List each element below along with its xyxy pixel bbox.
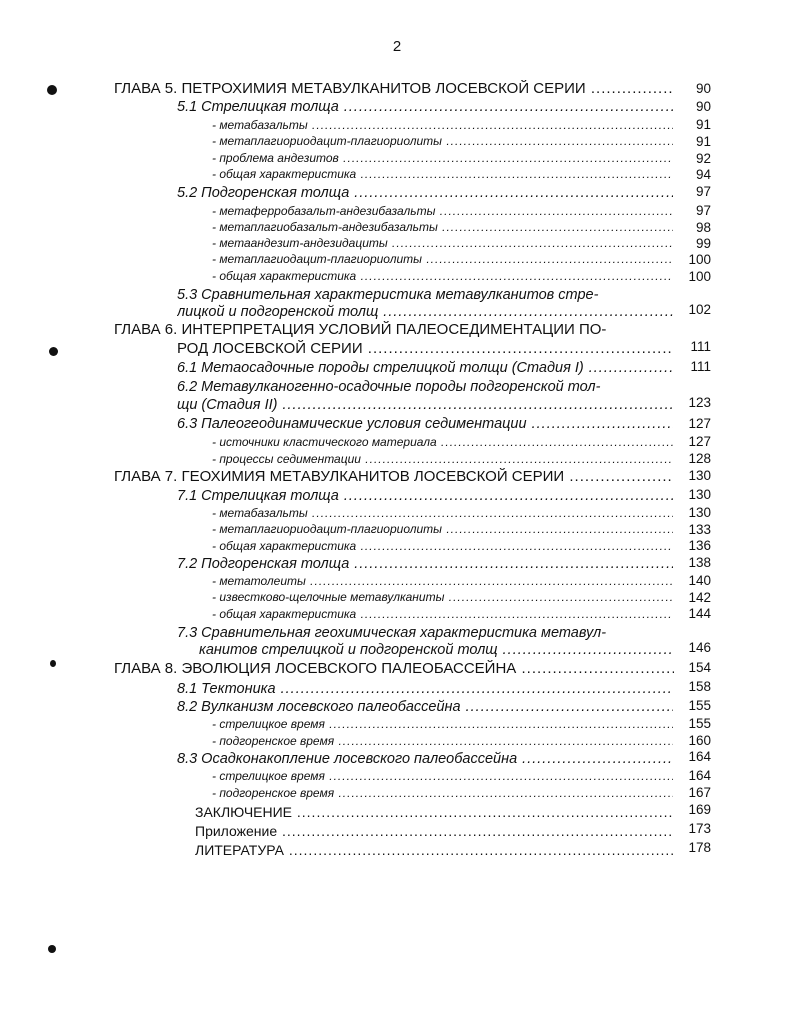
toc-entry-7-1-a[interactable] [212,505,673,521]
toc-entry-title: 8.2 Вулканизм лосевского палеобассейна [177,699,461,715]
toc-page-number: 94 [695,167,711,182]
toc-entry-appendix[interactable] [195,822,673,840]
toc-page-number: 92 [695,151,711,166]
toc-entry-title: - стрелицкое время [212,769,325,783]
toc-entry-5-2[interactable] [177,184,673,202]
toc-entry-title: щи (Стадия II) [177,397,278,413]
toc-entry-title: - подгоренское время [212,734,335,748]
toc-entry-5-1-c[interactable] [212,150,673,166]
punch-hole-mark [50,660,56,667]
toc-page-number: 136 [688,538,711,553]
toc-page-number: 167 [688,785,711,800]
page-number: 2 [392,38,402,55]
toc-page-number: 90 [695,99,711,114]
toc-entry-ch6-line1[interactable] [114,321,674,339]
toc-page-number: 97 [695,203,711,218]
toc-entry-5-2-d[interactable] [212,251,673,267]
toc-entry-title: - метатолеиты [212,574,306,588]
toc-entry-title: - общая характеристика [212,607,357,621]
toc-page-number: 133 [688,522,711,537]
toc-entry-title: 8.3 Осадконакопление лосевского палеобассейна [177,751,518,767]
toc-entry-title: - метаплагиобазальт-андезибазальты [212,220,438,234]
toc-entry-title: - проблема андезитов [212,151,339,165]
toc-entry-title: - известково-щелочные метавулканиты [212,590,445,604]
toc-page-number: 173 [688,821,711,836]
toc-entry-5-3[interactable] [177,303,673,321]
toc-entry-6-2[interactable] [177,396,673,414]
toc-page-number: 144 [688,606,711,621]
toc-entry-title: - подгоренское время [212,786,335,800]
punch-hole-mark [48,945,56,953]
toc-page-number: 98 [695,220,711,235]
toc-entry-8-3-b[interactable] [212,785,673,801]
toc-entry-title: 6.3 Палеогеодинамические условия седиментации [177,416,527,432]
toc-entry-7-1[interactable] [177,487,673,505]
toc-page-number: 169 [688,802,711,817]
toc-page-number: 97 [695,184,711,199]
toc-page-number: 160 [688,733,711,748]
toc-entry-title: - метаплагиориодацит-плагиориолиты [212,134,442,148]
toc-entry-title: - общая характеристика [212,167,357,181]
toc-entry-8-3[interactable] [177,750,673,768]
toc-entry-ch5[interactable] [114,80,674,98]
toc-entry-5-1[interactable] [177,98,673,116]
toc-entry-conclusion[interactable] [195,803,673,821]
toc-page-number: 146 [688,640,711,655]
toc-entry-5-1-a[interactable] [212,117,673,133]
toc-entry-7-2[interactable] [177,555,673,573]
toc-entry-8-3-a[interactable] [212,768,673,784]
toc-page-number: 138 [688,555,711,570]
toc-entry-5-2-a[interactable] [212,203,673,219]
toc-entry-title: лицкой и подгоренской толщ [177,304,379,320]
toc-entry-title: - общая характеристика [212,269,357,283]
toc-entry-title: Приложение [195,823,278,839]
toc-entry-ch8[interactable] [114,660,674,678]
toc-entry-6-2-line1[interactable] [177,378,673,396]
toc-page-number: 91 [695,134,711,149]
toc-entry-5-3-line1[interactable] [177,286,673,304]
toc-entry-7-2-c[interactable] [212,606,673,622]
toc-entry-5-2-c[interactable] [212,235,673,251]
toc-entry-7-1-c[interactable] [212,538,673,554]
toc-entry-5-2-e[interactable] [212,268,673,284]
toc-entry-title: - метабазальты [212,118,308,132]
toc-page-number: 142 [688,590,711,605]
toc-entry-8-2[interactable] [177,698,673,716]
toc-entry-7-2-a[interactable] [212,573,673,589]
toc-page-number: 130 [688,468,711,483]
toc-page-number: 99 [695,236,711,251]
toc-entry-title: - источники кластического материала [212,435,437,449]
toc-entry-title: 8.1 Тектоника [177,681,276,697]
toc-entry-5-2-b[interactable] [212,219,673,235]
toc-entry-title: - процессы седиментации [212,452,361,466]
toc-entry-title: - метаплагиориодацит-плагиориолиты [212,522,442,536]
toc-entry-title: - метаандезит-андезидациты [212,236,388,250]
toc-page-number: 155 [688,698,711,713]
toc-entry-title: 7.3 Сравнительная геохимическая характеристика метавул- [177,625,607,641]
toc-entry-6-1[interactable] [177,359,673,377]
toc-entry-8-1[interactable] [177,680,673,698]
toc-entry-title: ЗАКЛЮЧЕНИЕ [195,804,292,820]
toc-page-number: 130 [688,505,711,520]
toc-entry-7-1-b[interactable] [212,521,673,537]
punch-hole-mark [49,347,58,356]
toc-entry-5-1-d[interactable] [212,166,673,182]
toc-entry-literature[interactable] [195,841,673,859]
toc-page-number: 164 [688,749,711,764]
punch-hole-mark [47,85,57,95]
toc-entry-title: РОД ЛОСЕВСКОЙ СЕРИИ [177,340,363,357]
toc-page-number: 123 [688,395,711,410]
toc-page-number: 130 [688,487,711,502]
toc-entry-title: 6.2 Метавулканогенно-осадочные породы подгоренской тол- [177,379,601,395]
toc-entry-title: 5.3 Сравнительная характеристика метавулканитов стре- [177,287,599,303]
toc-entry-title: ГЛАВА 8. ЭВОЛЮЦИЯ ЛОСЕВСКОГО ПАЛЕОБАССЕЙНА [114,660,517,677]
toc-page-number: 178 [688,840,711,855]
toc-page-number: 91 [695,117,711,132]
toc-page-number: 102 [688,302,711,317]
toc-page-number: 100 [688,252,711,267]
toc-entry-title: - метаплагиодацит-плагиориолиты [212,252,422,266]
toc-page-number: 128 [688,451,711,466]
toc-page-number: 127 [688,434,711,449]
toc-entry-title: - общая характеристика [212,539,357,553]
toc-page-number: 100 [688,269,711,284]
toc-entry-6-3[interactable] [177,415,673,433]
toc-page-number: 127 [688,416,711,431]
toc-entry-title: ГЛАВА 6. ИНТЕРПРЕТАЦИЯ УСЛОВИЙ ПАЛЕОСЕДИМЕНТАЦИИ ПО- [114,321,607,338]
toc-entry-title: - метабазальты [212,506,308,520]
toc-entry-title: 5.2 Подгоренская толща [177,185,350,201]
toc-page-number: 111 [690,339,711,354]
toc-page-number: 164 [688,768,711,783]
toc-entry-title: канитов стрелицкой и подгоренской толщ [199,642,498,658]
toc-entry-8-2-b[interactable] [212,733,673,749]
toc-entry-title: 7.2 Подгоренская толща [177,556,350,572]
toc-entry-title: - стрелицкое время [212,717,325,731]
toc-entry-title: 7.1 Стрелицкая толща [177,488,339,504]
toc-page-number: 90 [695,81,711,96]
toc-entry-7-3-line1[interactable] [177,624,673,642]
toc-page-number: 158 [688,679,711,694]
toc-entry-8-2-a[interactable] [212,716,673,732]
toc-entry-6-3-b[interactable] [212,451,673,467]
toc-entry-6-3-a[interactable] [212,434,673,450]
toc-entry-7-3[interactable] [199,641,673,659]
toc-entry-title: - метаферробазальт-андезибазальты [212,204,436,218]
toc-entry-title: ЛИТЕРАТУРА [195,842,284,858]
toc-entry-7-2-b[interactable] [212,589,673,605]
toc-page-number: 140 [688,573,711,588]
toc-entry-title: 5.1 Стрелицкая толща [177,99,339,115]
toc-entry-5-1-b[interactable] [212,133,673,149]
toc-entry-title: ГЛАВА 7. ГЕОХИМИЯ МЕТАВУЛКАНИТОВ ЛОСЕВСКОЙ СЕРИИ [114,468,565,485]
toc-page-number: 111 [690,359,711,374]
toc-page-number: 155 [688,716,711,731]
toc-entry-ch7[interactable] [114,468,674,486]
toc-page-number: 154 [688,660,711,675]
toc-entry-title: ГЛАВА 5. ПЕТРОХИМИЯ МЕТАВУЛКАНИТОВ ЛОСЕВСКОЙ СЕРИИ [114,80,586,97]
toc-entry-title: 6.1 Метаосадочные породы стрелицкой толщи (Стадия I) [177,360,584,376]
toc-entry-ch6[interactable] [177,340,673,358]
